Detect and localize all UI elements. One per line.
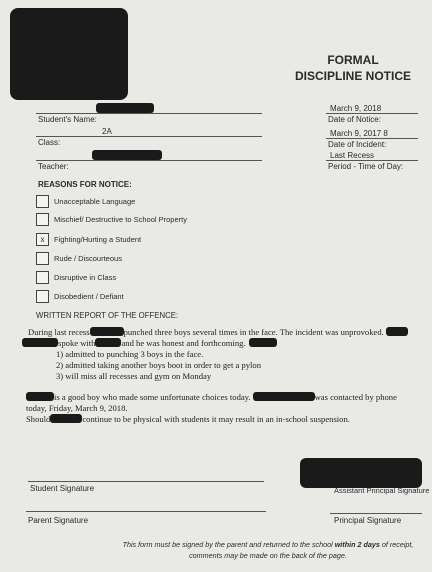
redacted-student-name <box>96 103 154 113</box>
reason-label: Mischief/ Destructive to School Property <box>54 215 187 224</box>
principal-signature-label: Principal Signature <box>334 516 402 525</box>
report-list-item: 1) admitted to punching 3 boys in the face. <box>56 349 204 359</box>
teacher-line <box>36 160 262 161</box>
report-text: was contacted by phone <box>314 392 397 402</box>
redacted-name <box>249 338 277 347</box>
report-text: continue to be physical with students it may result in an in-school suspension. <box>82 414 350 424</box>
redacted-name <box>22 338 58 347</box>
period-label: Period - Time of Day: <box>328 162 404 171</box>
redacted-teacher-name <box>92 150 162 160</box>
parent-signature-label: Parent Signature <box>28 516 89 525</box>
reasons-header: REASONS FOR NOTICE: <box>38 180 132 189</box>
checkbox-disobedient[interactable] <box>36 290 49 303</box>
footer-note <box>110 539 426 561</box>
redacted-name <box>90 327 124 336</box>
assistant-principal-signature-label: Assistant Principal Signature <box>334 486 430 495</box>
reason-label: Disobedient / Defiant <box>54 292 124 301</box>
checkbox-unacceptable-language[interactable] <box>36 195 49 208</box>
class-value: 2A <box>102 127 112 136</box>
date-of-incident-line <box>326 138 418 139</box>
period-line <box>326 160 418 161</box>
date-of-notice-line <box>326 113 418 114</box>
checkbox-disruptive[interactable] <box>36 271 49 284</box>
student-name-label: Student's Name: <box>38 115 97 124</box>
footer-text: of receipt, <box>379 540 414 549</box>
report-list-item: 3) will miss all recesses and gym on Monday <box>56 371 212 381</box>
title-line-1: FORMAL <box>327 53 379 67</box>
student-name-line <box>36 113 262 114</box>
report-line-5 <box>26 414 350 424</box>
footer-text: This form must be signed by the parent and returned to the school <box>122 540 335 549</box>
reason-label: Fighting/Hurting a Student <box>54 235 142 244</box>
footer-text: comments may be made on the back of the page. <box>189 551 347 560</box>
report-text: During last recess <box>28 327 90 337</box>
report-list-item: 2) admitted taking another boys boot in order to get a pylon <box>56 360 262 370</box>
report-line-4: today, Friday, March 9, 2018. <box>26 403 128 413</box>
footer-emphasis: within 2 days <box>334 540 380 549</box>
report-text: punched three boys several times in the face. The incident was unprovoked. <box>123 327 384 337</box>
redacted-name <box>253 392 315 401</box>
report-line-2 <box>22 338 277 348</box>
student-signature-label: Student Signature <box>30 484 95 493</box>
teacher-label: Teacher: <box>38 162 69 171</box>
class-line <box>36 136 262 137</box>
redacted-name <box>386 327 408 336</box>
reason-label: Rude / Discourteous <box>54 254 122 263</box>
redacted-name <box>50 414 82 423</box>
date-of-incident-value: March 9, 2017 8 <box>330 129 388 138</box>
class-label: Class: <box>38 138 61 147</box>
redacted-name <box>26 392 54 401</box>
principal-signature-line <box>330 513 422 514</box>
reason-label: Disruptive in Class <box>54 273 117 282</box>
redacted-logo <box>10 8 128 100</box>
redacted-assistant-principal-name <box>300 458 422 488</box>
parent-signature-line <box>26 511 266 512</box>
period-value: Last Recess <box>330 151 375 160</box>
report-text: Should <box>26 414 51 424</box>
report-line-3 <box>26 392 397 402</box>
student-signature-line <box>28 481 264 482</box>
checkbox-rude[interactable] <box>36 252 49 265</box>
title-line-2: DISCIPLINE NOTICE <box>294 69 411 83</box>
page-title <box>284 52 422 84</box>
reason-label: Unacceptable Language <box>54 197 136 206</box>
checkbox-mischief[interactable] <box>36 213 49 226</box>
report-text: is a good boy who made some unfortunate choices today. <box>54 392 251 402</box>
written-report-header: WRITTEN REPORT OF THE OFFENCE: <box>36 311 179 320</box>
redacted-name <box>95 338 121 347</box>
date-of-incident-label: Date of Incident: <box>328 140 387 149</box>
report-text: and he was honest and forthcoming. <box>121 338 246 348</box>
date-of-notice-value: March 9, 2018 <box>330 104 382 113</box>
report-line-1 <box>28 327 408 337</box>
checkbox-fighting[interactable]: x <box>36 233 49 246</box>
report-text: spoke with <box>58 338 96 348</box>
date-of-notice-label: Date of Notice: <box>328 115 381 124</box>
